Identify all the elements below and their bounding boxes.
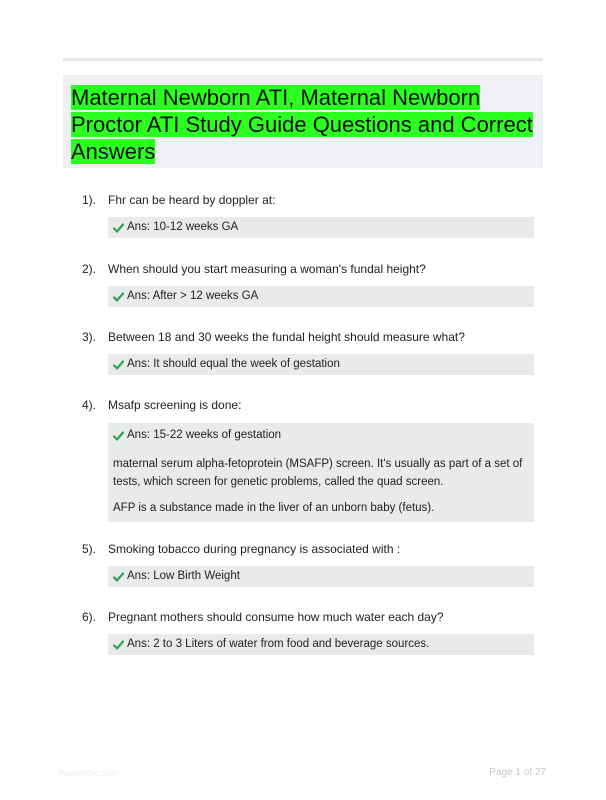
answer-text: Ans: 2 to 3 Liters of water from food and beverage sources.	[127, 638, 430, 650]
answer-text: Ans: 10-12 weeks GA	[127, 221, 239, 233]
question-number: 4).	[82, 398, 97, 412]
question-text: Pregnant mothers should consume how much water each day?	[108, 610, 444, 624]
answer-text: Ans: 15-22 weeks of gestation	[127, 429, 282, 441]
check-icon	[113, 223, 124, 233]
check-icon	[113, 292, 124, 302]
answer-box	[108, 286, 534, 307]
page-title-text: Maternal Newborn ATI, Maternal Newborn Proctor ATI Study Guide Questions and Correct Answers	[71, 85, 533, 164]
check-icon	[113, 431, 124, 441]
answer-box	[108, 566, 534, 587]
question-text: Msafp screening is done:	[108, 398, 242, 412]
answer-text: Ans: Low Birth Weight	[127, 570, 240, 582]
question-text: Smoking tobacco during pregnancy is associated with :	[108, 542, 401, 556]
question-number: 6).	[82, 610, 97, 624]
question-text: Between 18 and 30 weeks the fundal height should measure what?	[108, 330, 465, 344]
answer-explanation	[113, 455, 528, 517]
question-number: 1).	[82, 193, 97, 207]
answer-box	[108, 423, 534, 522]
page-indicator: Page 1 of 27	[489, 767, 546, 778]
question-number: 2).	[82, 262, 97, 276]
answer-box	[108, 354, 534, 375]
explanation-paragraph: AFP is a substance made in the liver of an unborn baby (fetus).	[113, 502, 435, 514]
question-number: 3).	[82, 330, 97, 344]
explanation-paragraph: maternal serum alpha-fetoprotein (MSAFP) screen. It's usually as part of a set of tests, which screen for genetic problems, called the quad screen.	[113, 458, 523, 488]
title-banner	[63, 75, 543, 168]
top-divider	[63, 58, 543, 61]
check-icon	[113, 360, 124, 370]
answer-box	[108, 634, 534, 655]
question-text: When should you start measuring a woman's fundal height?	[108, 262, 426, 276]
check-icon	[113, 640, 124, 650]
page-title	[71, 84, 533, 165]
check-icon	[113, 572, 124, 582]
answer-text: Ans: It should equal the week of gestation	[127, 358, 340, 370]
answer-text: Ans: After > 12 weeks GA	[127, 290, 259, 302]
question-text: Fhr can be heard by doppler at:	[108, 193, 276, 207]
answer-box	[108, 217, 534, 238]
question-number: 5).	[82, 542, 97, 556]
footer-watermark: Paperbtbc.com	[58, 768, 119, 778]
